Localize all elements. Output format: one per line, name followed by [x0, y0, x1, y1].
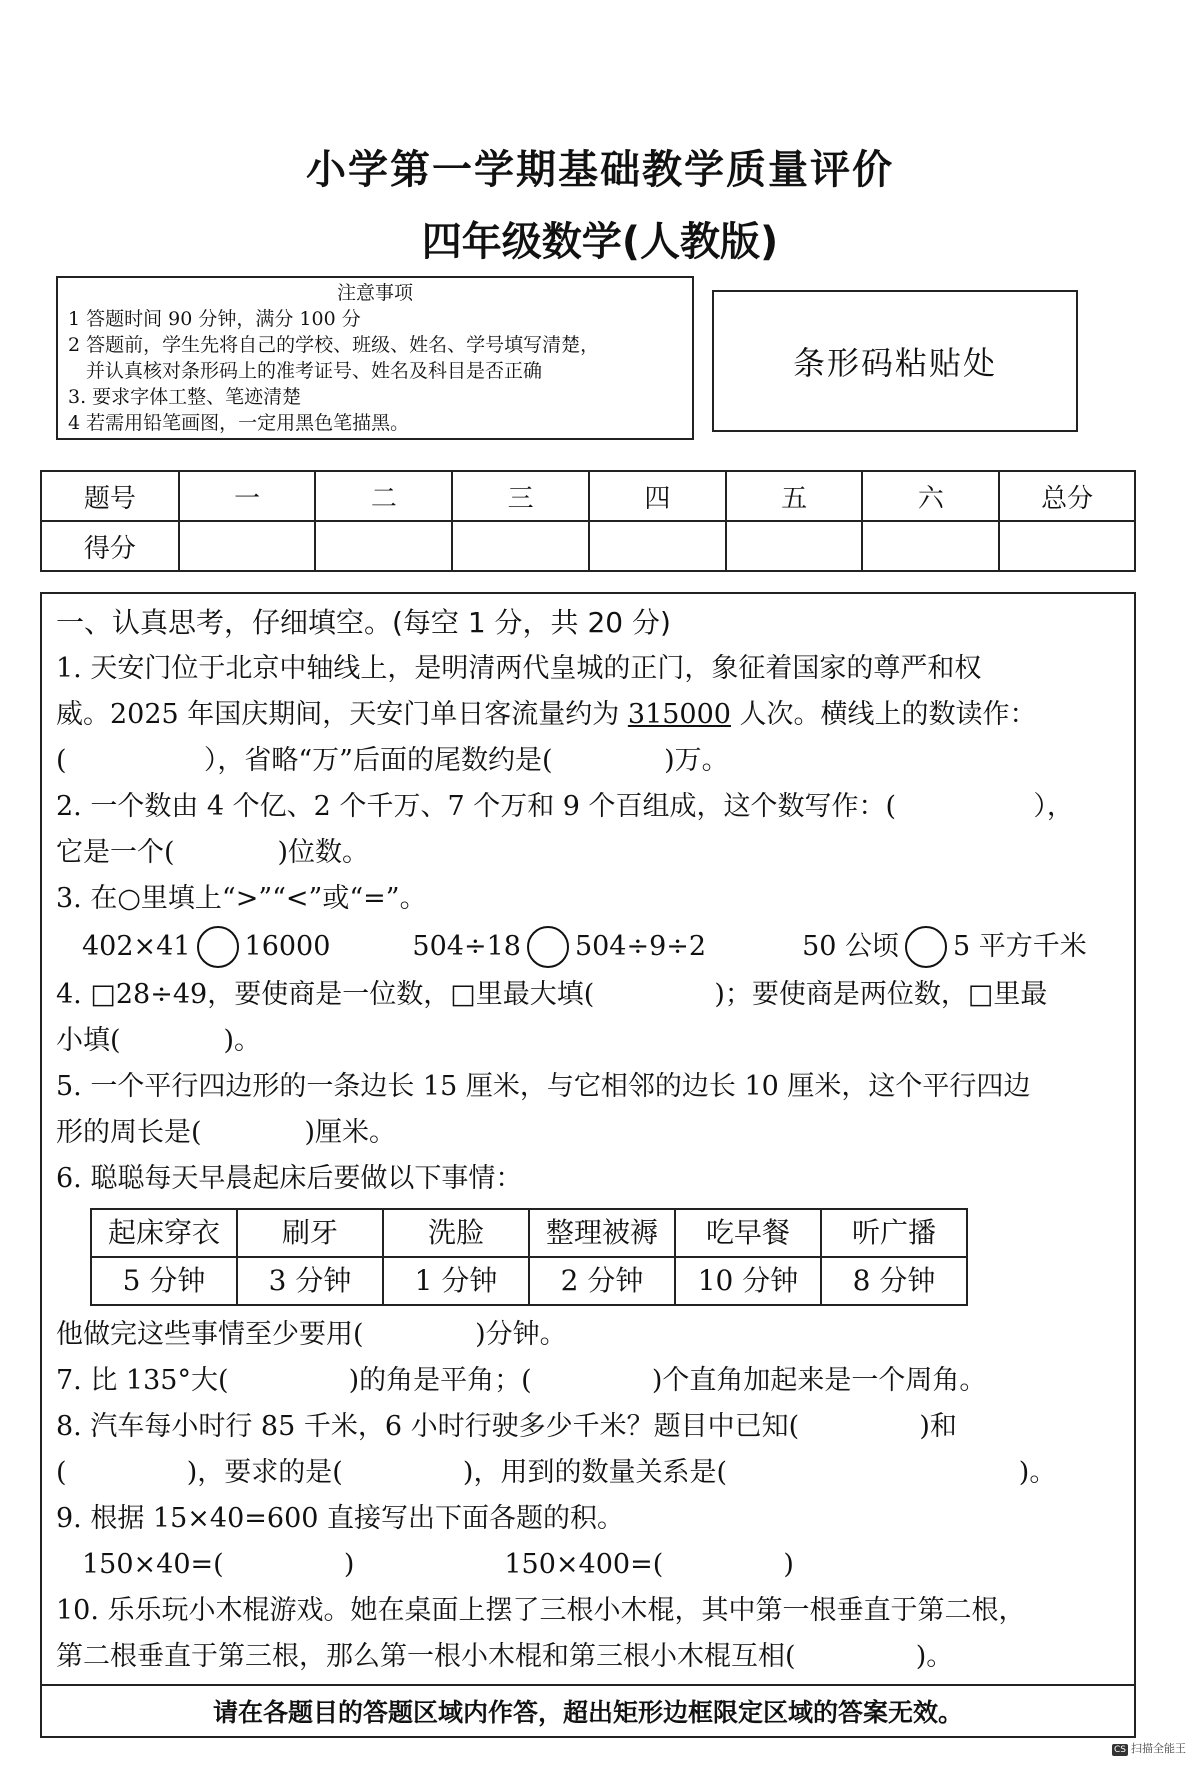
score-header-cell: 二: [315, 471, 452, 521]
score-table: [40, 470, 1136, 572]
score-header-cell: 三: [452, 471, 589, 521]
score-header-cell: 题号: [41, 471, 179, 521]
notice-box: [56, 276, 694, 440]
scanner-watermark: [1112, 1740, 1186, 1756]
watermark-text: 扫描全能王: [1131, 1742, 1186, 1755]
question-9-items: [56, 1542, 1126, 1588]
comparison-row: [56, 922, 1126, 972]
exam-subtitle: 四年级数学(人教版): [421, 219, 779, 265]
barcode-area: 条形码粘贴处: [712, 290, 1078, 432]
compare-left: 504÷18: [412, 931, 521, 962]
compare-right: 504÷9÷2: [574, 931, 707, 962]
question-1-blanks: ( ），省略“万”后面的尾数约是( )万。: [56, 745, 729, 776]
compare-circle[interactable]: [197, 926, 239, 968]
score-row: [41, 521, 1135, 571]
notice-item: 1 答题时间 90 分钟，满分 100 分: [68, 308, 361, 330]
answer-area: [40, 592, 1136, 1738]
chore-time: 2 分钟: [529, 1257, 675, 1305]
score-cell[interactable]: [726, 521, 863, 571]
watermark-logo-icon: CS: [1114, 1745, 1126, 1755]
notice-heading: 注意事项: [336, 282, 413, 304]
compare-left: 50 公顷: [802, 931, 900, 962]
question-1-line-2: [56, 692, 1126, 738]
question-6: 6. 聪聪每天早晨起床后要做以下事情：: [56, 1163, 523, 1194]
section-title: 一、认真思考，仔细填空。(每空 1 分，共 20 分): [56, 606, 671, 639]
question-9: 9. 根据 15×40=600 直接写出下面各题的积。: [56, 1503, 625, 1534]
q9-item: 150×40=( ): [82, 1549, 355, 1580]
chores-task-row: [91, 1209, 967, 1257]
question-4-line-2: 小填( )。: [56, 1025, 262, 1056]
q1-underlined-number: 315000: [627, 699, 731, 730]
question-5-line-2: 形的周长是( )厘米。: [56, 1117, 397, 1148]
score-header-cell: 一: [179, 471, 316, 521]
chore-time: 3 分钟: [237, 1257, 383, 1305]
score-header-cell: 总分: [999, 471, 1135, 521]
score-header-cell: 五: [726, 471, 863, 521]
score-cell[interactable]: [315, 521, 452, 571]
question-6-answer: 他做完这些事情至少要用( )分钟。: [56, 1319, 567, 1350]
chore-task: 洗脸: [383, 1209, 529, 1257]
q1-text-b: 人次。横线上的数读作：: [730, 699, 1037, 730]
score-header-row: [41, 471, 1135, 521]
q1-text-a: 威。2025 年国庆期间，天安门单日客流量约为: [56, 699, 628, 730]
chores-table: [90, 1208, 968, 1306]
notice-item: 4 若需用铅笔画图，一定用黑色笔描黑。: [68, 412, 410, 434]
question-3: 3. 在○里填上“>”“<”或“=”。: [56, 883, 427, 914]
compare-right: 16000: [244, 931, 331, 962]
chore-task: 起床穿衣: [91, 1209, 237, 1257]
question-2-line-2: 它是一个( )位数。: [56, 837, 370, 868]
chores-time-row: [91, 1257, 967, 1305]
score-cell[interactable]: [862, 521, 999, 571]
compare-right: 5 平方千米: [953, 931, 1087, 962]
chore-task: 听广播: [821, 1209, 967, 1257]
question-8-line-2: ( )，要求的是( )，用到的数量关系是( )。: [56, 1457, 1057, 1488]
score-cell[interactable]: [452, 521, 589, 571]
question-5: 5. 一个平行四边形的一条边长 15 厘米，与它相邻的边长 10 厘米，这个平行四边: [56, 1071, 1031, 1102]
question-1: 1. 天安门位于北京中轴线上，是明清两代皇城的正门，象征着国家的尊严和权: [56, 653, 982, 684]
exam-title: 小学第一学期基础教学质量评价: [306, 147, 894, 193]
section-1: [56, 600, 1126, 1680]
chore-time: 8 分钟: [821, 1257, 967, 1305]
question-4: 4. □28÷49，要使商是一位数，□里最大填( )；要使商是两位数，□里最: [56, 979, 1048, 1010]
question-7: 7. 比 135°大( )的角是平角；( )个直角加起来是一个周角。: [56, 1365, 987, 1396]
question-2: 2. 一个数由 4 个亿、2 个千万、7 个万和 9 个百组成，这个数写作：( ），: [56, 791, 1074, 822]
score-header-cell: 六: [862, 471, 999, 521]
question-10-line-2: 第二根垂直于第三根，那么第一根小木棍和第三根小木棍互相( )。: [56, 1641, 954, 1672]
score-cell[interactable]: [999, 521, 1135, 571]
notice-item: 2 答题前，学生先将自己的学校、班级、姓名、学号填写清楚，: [68, 334, 600, 356]
score-cell[interactable]: [179, 521, 316, 571]
score-header-cell: 四: [589, 471, 726, 521]
compare-circle[interactable]: [905, 926, 947, 968]
score-row-label: 得分: [41, 521, 179, 571]
question-10: 10. 乐乐玩小木棍游戏。她在桌面上摆了三根小木棍，其中第一根垂直于第二根，: [56, 1595, 1026, 1626]
chore-time: 1 分钟: [383, 1257, 529, 1305]
score-cell[interactable]: [589, 521, 726, 571]
compare-circle[interactable]: [527, 926, 569, 968]
notice-item: 3. 要求字体工整、笔迹清楚: [68, 386, 302, 408]
compare-left: 402×41: [82, 931, 191, 962]
q9-item: 150×400=( ): [504, 1549, 794, 1580]
question-8: 8. 汽车每小时行 85 千米，6 小时行驶多少千米？题目中已知( )和: [56, 1411, 957, 1442]
chore-task: 刷牙: [237, 1209, 383, 1257]
chore-task: 整理被褥: [529, 1209, 675, 1257]
notice-item: 并认真核对条形码上的准考证号、姓名及科目是否正确: [86, 360, 543, 382]
footer-note: 请在各题目的答题区域内作答，超出矩形边框限定区域的答案无效。: [42, 1684, 1134, 1736]
chore-task: 吃早餐: [675, 1209, 821, 1257]
chore-time: 5 分钟: [91, 1257, 237, 1305]
chore-time: 10 分钟: [675, 1257, 821, 1305]
